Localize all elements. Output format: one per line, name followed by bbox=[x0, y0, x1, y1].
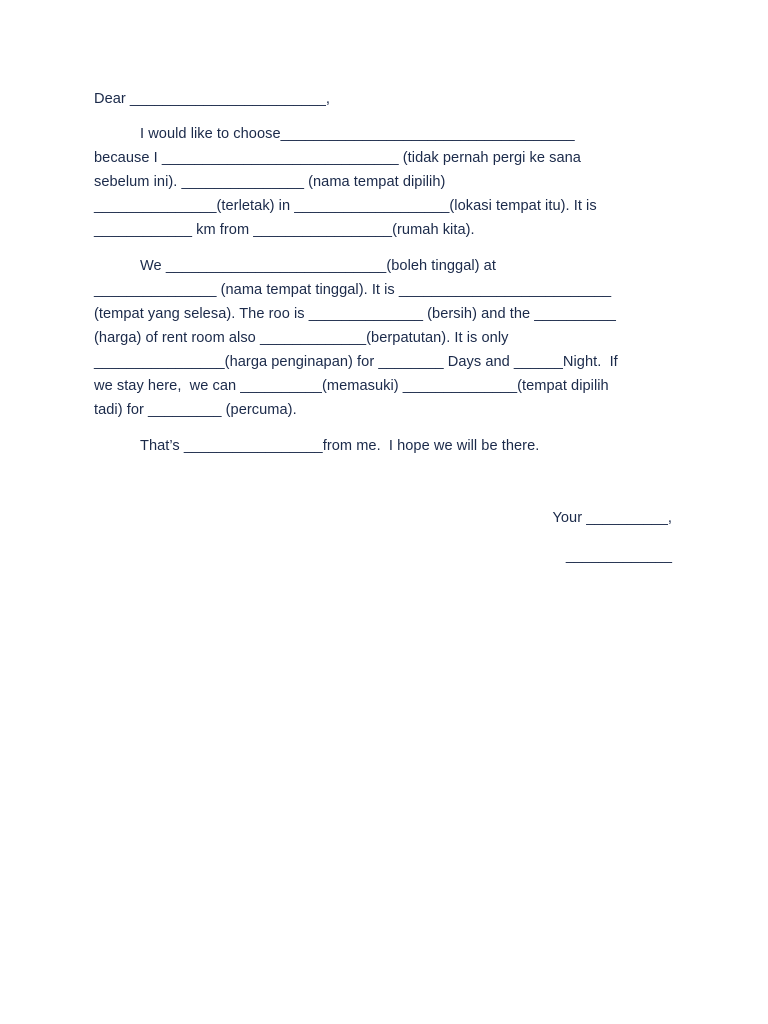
paragraph2-line-4: (harga) of rent room also _____________(berpatutan). It is only bbox=[94, 330, 509, 346]
paragraph1-line-1: I would like to choose____________________________________ bbox=[140, 126, 575, 142]
salutation: Dear ________________________, bbox=[94, 91, 331, 107]
paragraph2-line-3: (tempat yang selesa). The roo is ______________ (bersih) and the __________ bbox=[94, 306, 616, 322]
paragraph1-line-3: sebelum ini). _______________ (nama tempat dipilih) bbox=[94, 174, 446, 190]
paragraph2-line-7: tadi) for _________ (percuma). bbox=[94, 402, 297, 418]
paragraph2-line-1: We ___________________________(boleh tinggal) at bbox=[140, 258, 496, 274]
paragraph2-line-2: _______________ (nama tempat tinggal). It is __________________________ bbox=[94, 282, 612, 298]
closing-line: That’s _________________from me. I hope we will be there. bbox=[140, 438, 540, 454]
paragraph1-line-2: because I _____________________________ (tidak pernah pergi ke sana bbox=[94, 150, 581, 166]
paragraph2-line-6: we stay here, we can __________(memasuki) ______________(tempat dipilih bbox=[94, 378, 609, 394]
signature-line: _____________ bbox=[565, 548, 672, 564]
paragraph2-line-5: ________________(harga penginapan) for ________ Days and ______Night. If bbox=[94, 354, 618, 370]
paragraph1-line-4: _______________(terletak) in ___________________(lokasi tempat itu). It is bbox=[94, 198, 597, 214]
paragraph1-line-5: ____________ km from _________________(rumah kita). bbox=[94, 222, 475, 238]
signoff: Your __________, bbox=[552, 510, 672, 526]
